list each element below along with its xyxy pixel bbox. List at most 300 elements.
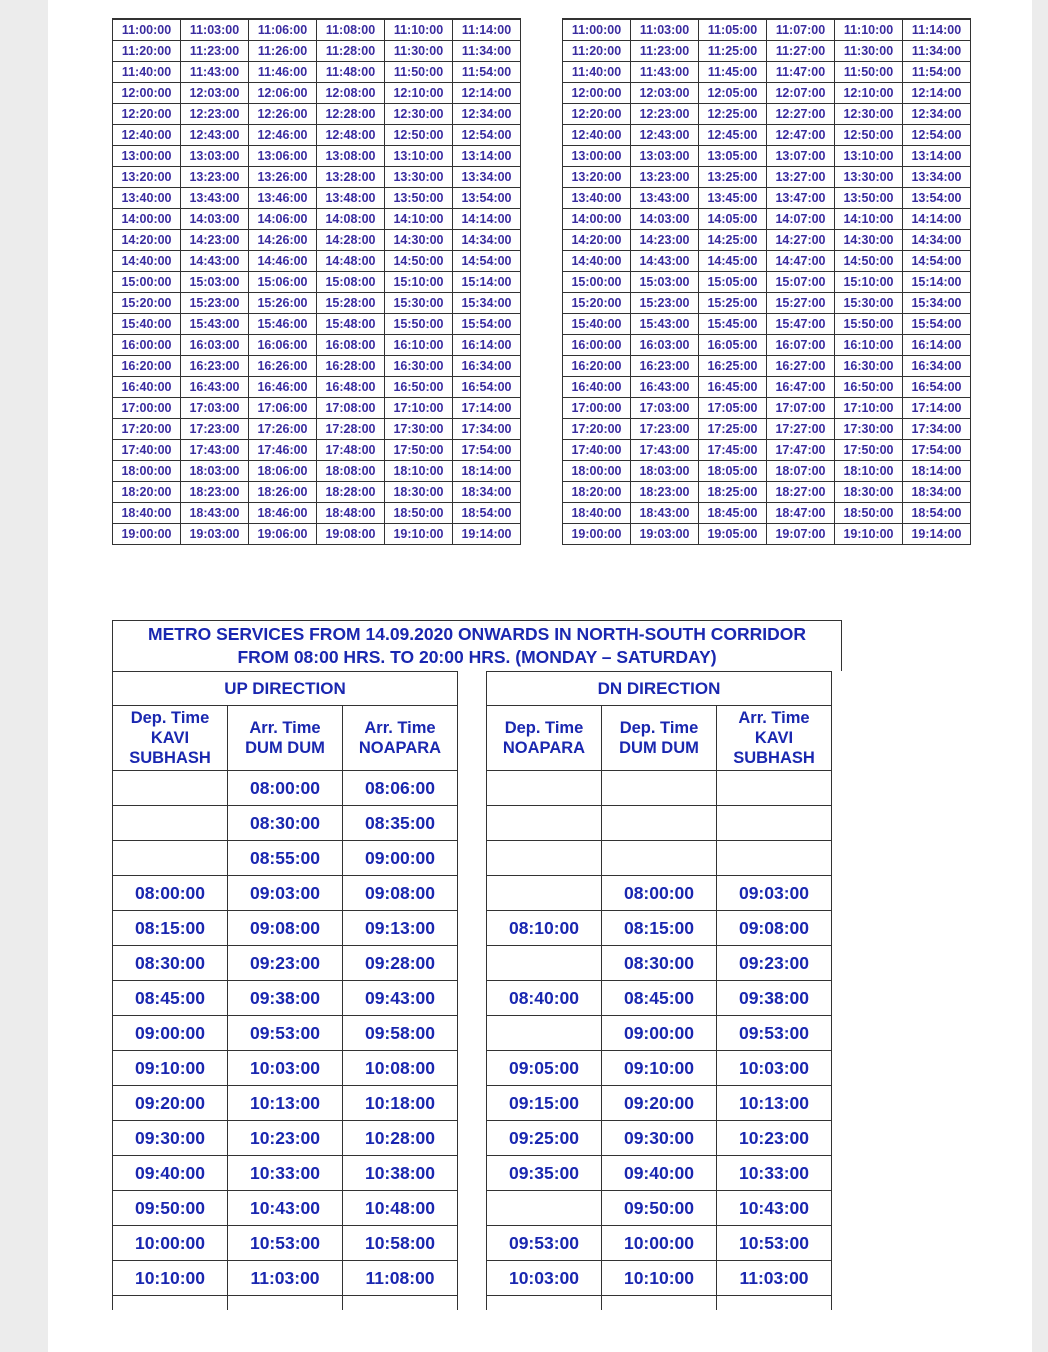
table-row: [113, 62, 521, 83]
time-cell: 12:48:00: [317, 125, 385, 146]
time-cell: 13:03:00: [181, 146, 249, 167]
table-row: [563, 146, 971, 167]
time-cell: 13:20:00: [113, 167, 181, 188]
time-cell: 15:40:00: [563, 314, 631, 335]
time-cell: 13:54:00: [903, 188, 971, 209]
time-cell: 11:05:00: [699, 19, 767, 41]
time-cell: 12:30:00: [385, 104, 453, 125]
table-row: [113, 314, 521, 335]
time-cell: 13:00:00: [113, 146, 181, 167]
time-cell: 11:03:00: [181, 19, 249, 41]
time-cell: 11:45:00: [699, 62, 767, 83]
time-cell: 15:03:00: [631, 272, 699, 293]
time-cell: [113, 841, 228, 876]
table-row: [113, 841, 458, 876]
time-cell: 10:13:00: [717, 1086, 832, 1121]
dn-direction-label: DN DIRECTION: [487, 672, 832, 706]
time-cell: 12:00:00: [563, 83, 631, 104]
time-cell: 11:28:00: [317, 41, 385, 62]
time-cell: 18:08:00: [317, 461, 385, 482]
time-cell: 13:43:00: [631, 188, 699, 209]
time-cell: 11:10:00: [835, 19, 903, 41]
time-cell: 13:07:00: [767, 146, 835, 167]
time-cell: 11:43:00: [181, 62, 249, 83]
table-row: [563, 503, 971, 524]
time-cell: 17:43:00: [181, 440, 249, 461]
time-cell: 12:40:00: [113, 125, 181, 146]
time-cell: 09:00:00: [343, 841, 458, 876]
time-cell: 17:10:00: [835, 398, 903, 419]
time-cell: 18:46:00: [249, 503, 317, 524]
cut-off-cell: [228, 1296, 343, 1311]
table-row: [563, 461, 971, 482]
time-cell: 18:10:00: [385, 461, 453, 482]
time-cell: 09:58:00: [343, 1016, 458, 1051]
time-cell: 18:50:00: [835, 503, 903, 524]
main-title: [112, 620, 842, 671]
table-row: [563, 335, 971, 356]
time-cell: 19:05:00: [699, 524, 767, 545]
table-row: [563, 62, 971, 83]
time-cell: 10:18:00: [343, 1086, 458, 1121]
table-row: [113, 1086, 458, 1121]
time-cell: 15:54:00: [453, 314, 521, 335]
time-cell: 11:47:00: [767, 62, 835, 83]
time-cell: 10:33:00: [717, 1156, 832, 1191]
time-cell: 12:05:00: [699, 83, 767, 104]
time-cell: 17:47:00: [767, 440, 835, 461]
table-row: [113, 482, 521, 503]
time-cell: 09:20:00: [602, 1086, 717, 1121]
time-cell: 18:34:00: [903, 482, 971, 503]
time-cell: 12:08:00: [317, 83, 385, 104]
time-cell: 16:40:00: [113, 377, 181, 398]
time-cell: 09:25:00: [487, 1121, 602, 1156]
time-cell: 09:13:00: [343, 911, 458, 946]
time-cell: 18:40:00: [563, 503, 631, 524]
time-cell: 13:06:00: [249, 146, 317, 167]
time-cell: 12:27:00: [767, 104, 835, 125]
table-row: [487, 1051, 832, 1086]
time-cell: 12:10:00: [385, 83, 453, 104]
time-cell: 13:26:00: [249, 167, 317, 188]
table-row: [113, 356, 521, 377]
time-cell: 16:06:00: [249, 335, 317, 356]
time-cell: 17:34:00: [453, 419, 521, 440]
time-cell: [717, 771, 832, 806]
time-cell: 09:50:00: [113, 1191, 228, 1226]
dn-direction-table: [486, 671, 832, 1310]
time-cell: 18:40:00: [113, 503, 181, 524]
time-cell: 09:28:00: [343, 946, 458, 981]
time-cell: 09:53:00: [487, 1226, 602, 1261]
time-cell: 18:54:00: [453, 503, 521, 524]
time-cell: 09:23:00: [717, 946, 832, 981]
table-row: [487, 1156, 832, 1191]
time-cell: 15:43:00: [631, 314, 699, 335]
time-cell: 14:50:00: [835, 251, 903, 272]
time-cell: 15:27:00: [767, 293, 835, 314]
time-cell: 08:15:00: [113, 911, 228, 946]
table-row: [113, 461, 521, 482]
table-row: [487, 771, 832, 806]
time-cell: 10:28:00: [343, 1121, 458, 1156]
time-cell: 09:30:00: [113, 1121, 228, 1156]
time-cell: 16:23:00: [631, 356, 699, 377]
time-cell: 12:47:00: [767, 125, 835, 146]
time-cell: 15:54:00: [903, 314, 971, 335]
cut-off-cell: [602, 1296, 717, 1311]
main-timetable: [112, 620, 844, 1310]
table-row: [487, 1016, 832, 1051]
table-row: [563, 251, 971, 272]
time-cell: 19:03:00: [181, 524, 249, 545]
time-cell: 17:10:00: [385, 398, 453, 419]
time-cell: 14:23:00: [631, 230, 699, 251]
table-row: [487, 1121, 832, 1156]
time-cell: 18:06:00: [249, 461, 317, 482]
time-cell: 17:07:00: [767, 398, 835, 419]
time-cell: 11:54:00: [453, 62, 521, 83]
time-cell: 15:07:00: [767, 272, 835, 293]
time-cell: 12:06:00: [249, 83, 317, 104]
time-cell: 15:23:00: [631, 293, 699, 314]
time-cell: 17:20:00: [563, 419, 631, 440]
time-cell: 12:30:00: [835, 104, 903, 125]
time-cell: 14:14:00: [903, 209, 971, 230]
time-cell: 17:40:00: [113, 440, 181, 461]
time-cell: 11:03:00: [717, 1261, 832, 1296]
time-cell: 18:28:00: [317, 482, 385, 503]
time-cell: 11:00:00: [113, 19, 181, 41]
time-cell: 16:20:00: [563, 356, 631, 377]
time-cell: 08:30:00: [228, 806, 343, 841]
time-cell: 17:54:00: [903, 440, 971, 461]
time-cell: 09:40:00: [113, 1156, 228, 1191]
time-cell: 10:53:00: [228, 1226, 343, 1261]
time-cell: 15:30:00: [385, 293, 453, 314]
time-cell: 08:40:00: [487, 981, 602, 1016]
time-cell: 11:06:00: [249, 19, 317, 41]
table-row: [563, 230, 971, 251]
time-cell: 11:20:00: [563, 41, 631, 62]
table-row: [487, 806, 832, 841]
time-cell: 12:26:00: [249, 104, 317, 125]
time-cell: 15:25:00: [699, 293, 767, 314]
time-cell: 17:05:00: [699, 398, 767, 419]
time-cell: 13:50:00: [385, 188, 453, 209]
time-cell: 08:30:00: [602, 946, 717, 981]
table-row: [113, 1121, 458, 1156]
time-cell: 11:40:00: [563, 62, 631, 83]
time-cell: 13:08:00: [317, 146, 385, 167]
time-cell: 17:20:00: [113, 419, 181, 440]
up-column-header: Arr. Time NOAPARA: [343, 706, 458, 771]
time-cell: 14:10:00: [835, 209, 903, 230]
time-cell: 15:43:00: [181, 314, 249, 335]
time-cell: 16:26:00: [249, 356, 317, 377]
time-cell: 16:25:00: [699, 356, 767, 377]
time-cell: [487, 1016, 602, 1051]
time-cell: 14:28:00: [317, 230, 385, 251]
time-cell: 13:47:00: [767, 188, 835, 209]
table-row: [113, 209, 521, 230]
time-cell: 10:00:00: [602, 1226, 717, 1261]
time-cell: 15:20:00: [563, 293, 631, 314]
time-cell: 15:06:00: [249, 272, 317, 293]
time-cell: 18:25:00: [699, 482, 767, 503]
time-cell: 11:30:00: [385, 41, 453, 62]
time-cell: 14:10:00: [385, 209, 453, 230]
table-row: [487, 1086, 832, 1121]
time-cell: 15:34:00: [903, 293, 971, 314]
time-cell: 11:50:00: [385, 62, 453, 83]
table-row: [563, 419, 971, 440]
time-cell: 13:14:00: [903, 146, 971, 167]
time-cell: 14:00:00: [113, 209, 181, 230]
time-cell: 10:03:00: [228, 1051, 343, 1086]
time-cell: 14:27:00: [767, 230, 835, 251]
time-cell: 15:10:00: [835, 272, 903, 293]
time-cell: 16:34:00: [903, 356, 971, 377]
time-cell: 10:38:00: [343, 1156, 458, 1191]
time-cell: 18:23:00: [181, 482, 249, 503]
time-cell: 15:47:00: [767, 314, 835, 335]
time-cell: 16:08:00: [317, 335, 385, 356]
time-cell: [717, 841, 832, 876]
table-row: [113, 981, 458, 1016]
time-cell: 11:03:00: [631, 19, 699, 41]
time-cell: 12:28:00: [317, 104, 385, 125]
time-cell: 15:50:00: [385, 314, 453, 335]
table-row: [113, 41, 521, 62]
table-row: [113, 125, 521, 146]
time-cell: 18:47:00: [767, 503, 835, 524]
time-cell: 16:07:00: [767, 335, 835, 356]
table-row: [113, 771, 458, 806]
time-cell: 18:20:00: [563, 482, 631, 503]
time-cell: 10:58:00: [343, 1226, 458, 1261]
time-cell: 08:00:00: [228, 771, 343, 806]
time-cell: 16:00:00: [563, 335, 631, 356]
time-cell: 17:03:00: [631, 398, 699, 419]
time-cell: 16:03:00: [181, 335, 249, 356]
time-cell: 11:34:00: [903, 41, 971, 62]
time-cell: 11:34:00: [453, 41, 521, 62]
time-cell: 09:08:00: [717, 911, 832, 946]
time-cell: 15:00:00: [563, 272, 631, 293]
time-cell: 16:03:00: [631, 335, 699, 356]
time-cell: 14:20:00: [563, 230, 631, 251]
time-cell: 12:34:00: [903, 104, 971, 125]
title-line-2: FROM 08:00 HRS. TO 20:00 HRS. (MONDAY – SATURDAY): [237, 647, 717, 667]
table-row: [113, 419, 521, 440]
up-direction-label: UP DIRECTION: [113, 672, 458, 706]
time-cell: 16:50:00: [385, 377, 453, 398]
time-cell: 16:50:00: [835, 377, 903, 398]
time-cell: 17:23:00: [631, 419, 699, 440]
time-cell: 14:20:00: [113, 230, 181, 251]
time-cell: 11:20:00: [113, 41, 181, 62]
time-cell: 12:54:00: [903, 125, 971, 146]
table-row: [113, 1051, 458, 1086]
time-cell: 12:14:00: [453, 83, 521, 104]
time-cell: 14:40:00: [113, 251, 181, 272]
time-cell: 14:54:00: [903, 251, 971, 272]
time-cell: 14:50:00: [385, 251, 453, 272]
time-cell: 16:23:00: [181, 356, 249, 377]
time-cell: 18:10:00: [835, 461, 903, 482]
time-cell: 15:05:00: [699, 272, 767, 293]
time-cell: 13:28:00: [317, 167, 385, 188]
time-cell: 16:30:00: [385, 356, 453, 377]
time-cell: 16:20:00: [113, 356, 181, 377]
time-cell: 11:08:00: [317, 19, 385, 41]
time-cell: 08:30:00: [113, 946, 228, 981]
table-row: [113, 19, 521, 41]
time-cell: 12:45:00: [699, 125, 767, 146]
time-cell: 13:03:00: [631, 146, 699, 167]
time-cell: 15:48:00: [317, 314, 385, 335]
time-cell: 09:15:00: [487, 1086, 602, 1121]
table-row: [563, 482, 971, 503]
dn-column-header: Dep. Time NOAPARA: [487, 706, 602, 771]
time-cell: 17:54:00: [453, 440, 521, 461]
time-cell: 13:46:00: [249, 188, 317, 209]
table-row: [113, 293, 521, 314]
time-cell: 11:14:00: [903, 19, 971, 41]
time-cell: 10:53:00: [717, 1226, 832, 1261]
time-cell: 13:50:00: [835, 188, 903, 209]
table-row: [563, 440, 971, 461]
time-cell: 12:50:00: [835, 125, 903, 146]
time-cell: 18:48:00: [317, 503, 385, 524]
time-cell: 15:14:00: [903, 272, 971, 293]
time-cell: 08:00:00: [602, 876, 717, 911]
time-cell: 14:40:00: [563, 251, 631, 272]
time-cell: 18:50:00: [385, 503, 453, 524]
time-cell: 12:07:00: [767, 83, 835, 104]
title-line-1: METRO SERVICES FROM 14.09.2020 ONWARDS IN NORTH-SOUTH CORRIDOR: [148, 624, 806, 644]
time-cell: 13:40:00: [563, 188, 631, 209]
table-row: [487, 981, 832, 1016]
time-cell: 16:54:00: [453, 377, 521, 398]
time-cell: 17:14:00: [903, 398, 971, 419]
time-cell: 09:23:00: [228, 946, 343, 981]
time-cell: 15:28:00: [317, 293, 385, 314]
time-cell: 11:07:00: [767, 19, 835, 41]
table-row: [113, 876, 458, 911]
time-cell: 14:26:00: [249, 230, 317, 251]
time-cell: 18:03:00: [631, 461, 699, 482]
time-cell: 08:45:00: [602, 981, 717, 1016]
time-cell: 15:03:00: [181, 272, 249, 293]
time-cell: 16:30:00: [835, 356, 903, 377]
time-cell: 15:45:00: [699, 314, 767, 335]
time-cell: 13:30:00: [385, 167, 453, 188]
time-cell: 09:00:00: [113, 1016, 228, 1051]
time-cell: 08:55:00: [228, 841, 343, 876]
time-cell: 13:27:00: [767, 167, 835, 188]
table-row: [563, 209, 971, 230]
table-row: [113, 104, 521, 125]
time-cell: 10:23:00: [228, 1121, 343, 1156]
time-cell: 09:38:00: [717, 981, 832, 1016]
time-cell: 10:08:00: [343, 1051, 458, 1086]
table-row: [113, 806, 458, 841]
dn-column-header: Arr. Time KAVI SUBHASH: [717, 706, 832, 771]
table-row: [113, 377, 521, 398]
time-cell: 18:43:00: [181, 503, 249, 524]
time-cell: 17:27:00: [767, 419, 835, 440]
time-cell: 16:54:00: [903, 377, 971, 398]
time-cell: 12:03:00: [181, 83, 249, 104]
time-cell: 17:03:00: [181, 398, 249, 419]
cut-off-cell: [343, 1296, 458, 1311]
time-cell: 14:05:00: [699, 209, 767, 230]
time-cell: 16:46:00: [249, 377, 317, 398]
table-row: [113, 335, 521, 356]
time-cell: 11:14:00: [453, 19, 521, 41]
time-cell: 15:46:00: [249, 314, 317, 335]
time-cell: 12:03:00: [631, 83, 699, 104]
time-cell: 16:45:00: [699, 377, 767, 398]
time-cell: 13:54:00: [453, 188, 521, 209]
time-cell: 13:23:00: [181, 167, 249, 188]
table-row: [487, 1261, 832, 1296]
time-cell: 18:00:00: [113, 461, 181, 482]
document-page: [48, 0, 1032, 1352]
time-cell: 19:08:00: [317, 524, 385, 545]
time-cell: 19:10:00: [385, 524, 453, 545]
time-cell: 10:33:00: [228, 1156, 343, 1191]
time-cell: 16:48:00: [317, 377, 385, 398]
time-cell: 16:10:00: [385, 335, 453, 356]
time-cell: 12:00:00: [113, 83, 181, 104]
table-row: [113, 230, 521, 251]
time-cell: 14:00:00: [563, 209, 631, 230]
time-cell: 08:06:00: [343, 771, 458, 806]
table-row: [113, 272, 521, 293]
time-cell: 14:48:00: [317, 251, 385, 272]
time-cell: 13:23:00: [631, 167, 699, 188]
table-row: [563, 41, 971, 62]
time-cell: 12:20:00: [563, 104, 631, 125]
time-cell: 16:47:00: [767, 377, 835, 398]
time-cell: 11:03:00: [228, 1261, 343, 1296]
time-cell: 12:20:00: [113, 104, 181, 125]
table-row: [563, 188, 971, 209]
table-row: [113, 146, 521, 167]
dn-column-header: Dep. Time DUM DUM: [602, 706, 717, 771]
time-cell: 18:30:00: [835, 482, 903, 503]
time-cell: 09:35:00: [487, 1156, 602, 1191]
time-cell: 08:45:00: [113, 981, 228, 1016]
time-cell: 09:03:00: [228, 876, 343, 911]
table-row: [113, 83, 521, 104]
time-cell: 16:27:00: [767, 356, 835, 377]
time-cell: 10:03:00: [717, 1051, 832, 1086]
time-cell: 13:30:00: [835, 167, 903, 188]
time-cell: 09:00:00: [602, 1016, 717, 1051]
time-cell: 17:00:00: [563, 398, 631, 419]
time-cell: 14:03:00: [181, 209, 249, 230]
time-cell: 13:45:00: [699, 188, 767, 209]
time-cell: 14:45:00: [699, 251, 767, 272]
time-cell: 13:40:00: [113, 188, 181, 209]
time-cell: 15:34:00: [453, 293, 521, 314]
time-cell: 09:38:00: [228, 981, 343, 1016]
